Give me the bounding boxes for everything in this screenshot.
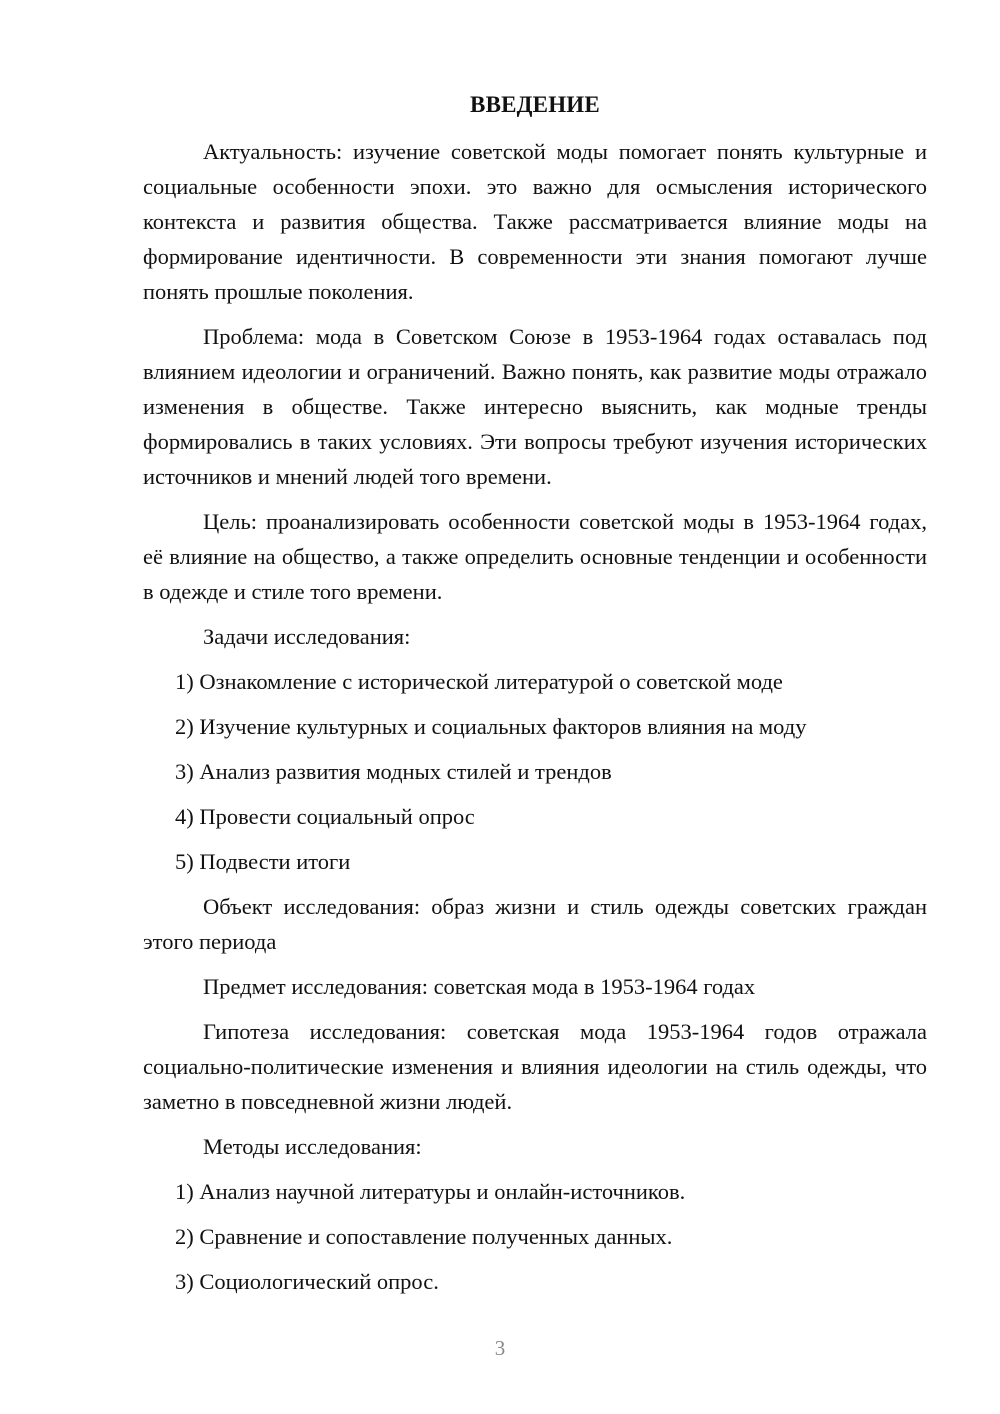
section-heading: ВВЕДЕНИЕ — [470, 92, 600, 117]
task-item: 1) Ознакомление с исторической литературой о советской моде — [175, 669, 783, 694]
hypothesis-paragraph: Гипотеза исследования: советская мода 1953-1964 годов отражала социально-политические изменения и влияния идеологии на стиль одежды, что заметно в повседневной жизни людей. — [143, 1019, 927, 1114]
tasks-title: Задачи исследования: — [203, 624, 411, 649]
subject-paragraph: Предмет исследования: советская мода в 1953-1964 годах — [203, 974, 756, 999]
task-item: 5) Подвести итоги — [175, 849, 351, 874]
task-item: 2) Изучение культурных и социальных факторов влияния на моду — [175, 714, 807, 739]
object-paragraph: Объект исследования: образ жизни и стиль одежды советских граждан этого периода — [143, 894, 927, 954]
methods-title: Методы исследования: — [203, 1134, 422, 1159]
document-body — [143, 92, 927, 1309]
problem-paragraph: Проблема: мода в Советском Союзе в 1953-1964 годах оставалась под влиянием идеологии и ограничений. Важно понять, как развитие моды отражало изменения в обществе. Также интересно выяснить, как модные тренды формировались в таких условиях. Эти вопросы требуют изучения исторических источников и мнений людей того времени. — [143, 324, 927, 489]
relevance-paragraph: Актуальность: изучение советской моды помогает понять культурные и социальные особенности эпохи. это важно для осмысления исторического контекста и развития общества. Также рассматривается влияние моды на формирование идентичности. В современности эти знания помогают лучше понять прошлые поколения. — [143, 139, 927, 304]
page-number: 3 — [494, 1336, 506, 1360]
goal-paragraph: Цель: проанализировать особенности советской моды в 1953-1964 годах, её влияние на общество, а также определить основные тенденции и особенности в одежде и стиле того времени. — [143, 509, 927, 604]
method-item: 3) Социологический опрос. — [175, 1269, 439, 1294]
method-item: 1) Анализ научной литературы и онлайн-источников. — [175, 1179, 686, 1204]
task-item: 4) Провести социальный опрос — [175, 804, 475, 829]
task-item: 3) Анализ развития модных стилей и трендов — [175, 759, 612, 784]
method-item: 2) Сравнение и сопоставление полученных данных. — [175, 1224, 673, 1249]
